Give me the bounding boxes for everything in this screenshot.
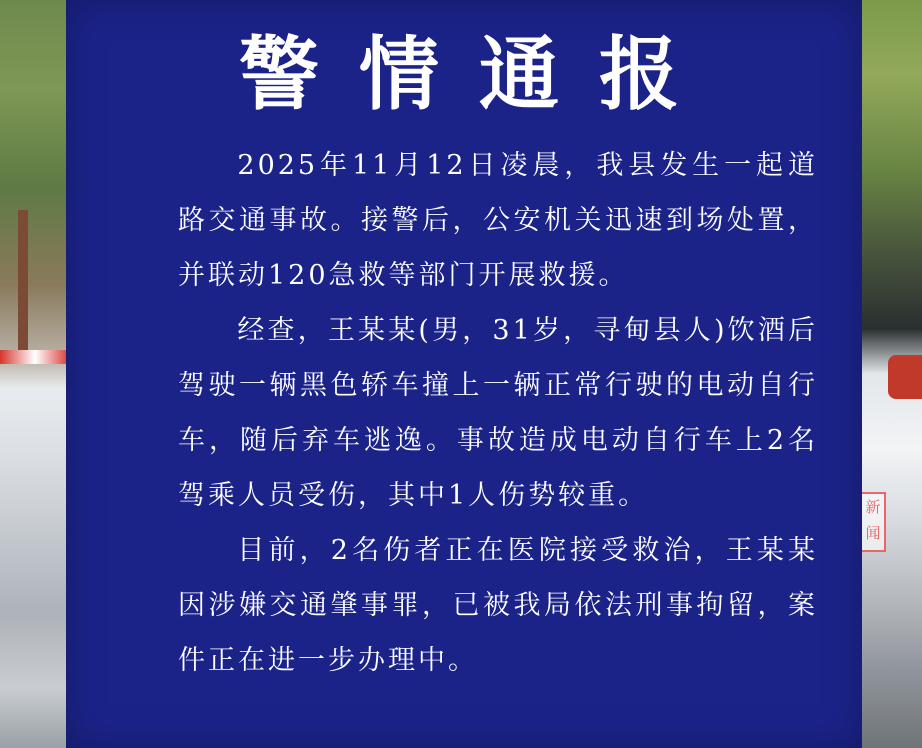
notice-title: 警情通报 [239, 27, 719, 121]
background-pole [18, 210, 28, 350]
notice-paragraph-3: 目前，2名伤者正在医院接受救治，王某某因涉嫌交通肇事罪，已被我局依法刑事拘留，案件正在进一步办理中。 [178, 535, 818, 676]
background-photo-left [0, 0, 70, 748]
background-photo-right [858, 0, 922, 748]
notice-body [178, 138, 818, 688]
background-barrier [0, 350, 70, 364]
notice-paragraph-2: 经查，王某某(男，31岁，寻甸县人)饮酒后驾驶一辆黑色轿车撞上一辆正常行驶的电动自行车，随后弃车逃逸。事故造成电动自行车上2名驾乘人员受伤，其中1人伤势较重。 [178, 315, 818, 511]
notice-paragraph-1: 2025年11月12日凌晨，我县发生一起道路交通事故。接警后，公安机关迅速到场处置，并联动120急救等部门开展救援。 [178, 150, 818, 291]
background-car [888, 355, 922, 399]
notice-board [66, 0, 862, 748]
news-watermark: 新闻 [860, 492, 886, 552]
